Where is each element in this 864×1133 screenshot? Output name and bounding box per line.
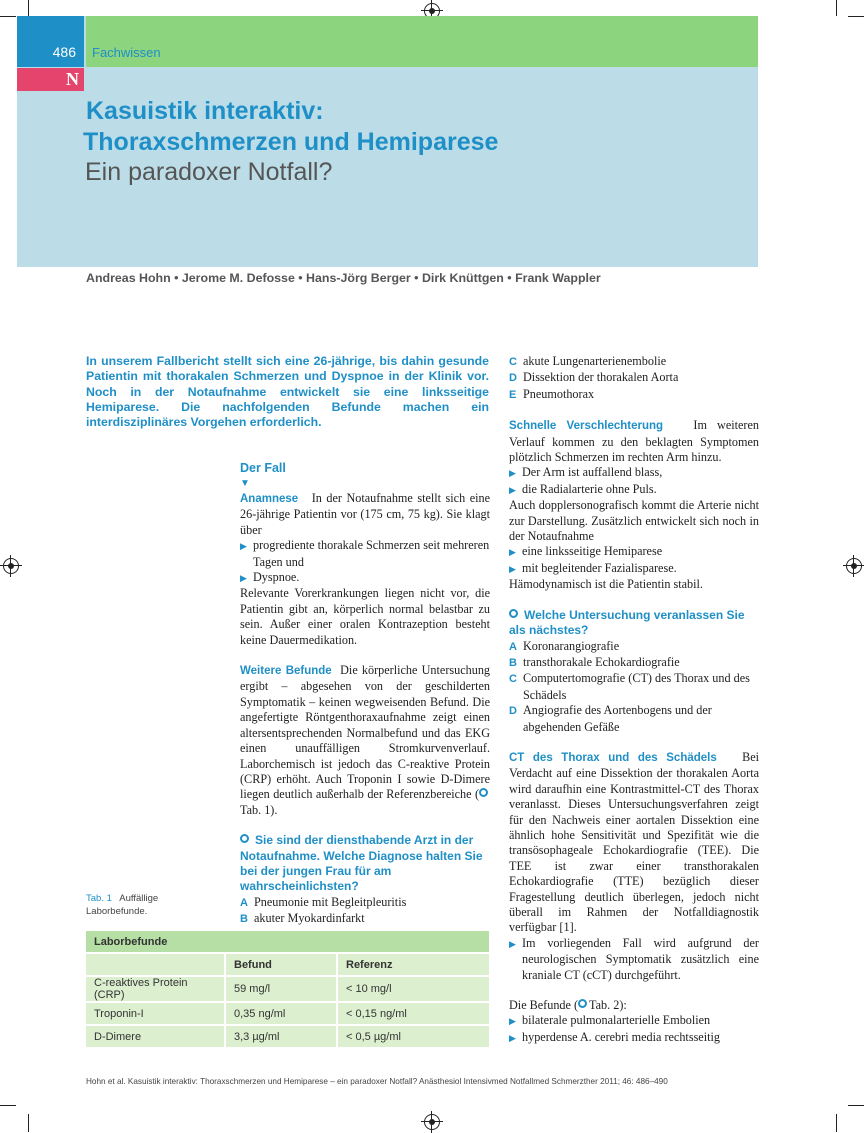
ct-paragraph [509,750,759,936]
list-item [509,936,759,983]
answer-option [509,354,759,370]
befunde-paragraph [240,663,490,818]
abstract: In unserem Fallbericht stellt sich eine 26-jährige, bis dahin gesunde Patientin mit thorakalen Schmerzen und Dyspnoe in der Klinik vor. Noch in der Notaufnahme entwickelt sie eine linksseitige Hemiparese. Die nachfolgenden Befunde machen ein interdisziplinäres Vorgehen erforderlich. [86,354,489,430]
table-cell: 59 mg/l [226,977,338,1003]
answer-option [509,671,759,703]
bullet-icon: ▶ [509,468,516,479]
crop-mark [28,1114,29,1132]
crop-mark [836,1114,837,1132]
list-item-text: hyperdense A. cerebri media rechtsseitig [522,1029,720,1044]
table-reference[interactable]: Tab. 1 [240,802,271,817]
option-text: Dissektion der thorakalen Aorta [523,370,679,385]
answer-option [509,370,759,386]
option-text: transthorakale Echokardiografie [523,654,680,669]
option-letter: B [509,656,517,669]
ct-heading: CT des Thorax und des Schädels [509,751,717,764]
option-text: Pneumothorax [523,386,595,401]
befunde-intro [509,998,759,1013]
option-letter: C [509,356,517,368]
bullet-icon: ▶ [509,1016,516,1027]
question-icon [509,609,518,618]
journal-letter: N [66,69,79,89]
table-row [86,977,489,1003]
schnell-paragraph [509,418,759,465]
list-item [509,561,759,577]
section-title: Der Fall [240,461,286,475]
befunde-heading: Weitere Befunde [240,665,332,678]
schnell-paragraph-2: Auch dopplersonografisch kommt die Arterie nicht zur Darstellung. Zusätzlich entwickelt sich noch in der Notaufnahme [509,498,759,544]
answer-option [509,655,759,671]
list-item [509,1030,759,1046]
crop-mark [0,16,16,17]
registration-mark-icon [3,558,19,574]
anamnese-paragraph [240,491,490,538]
table-title: Laborbefunde [86,931,489,954]
anamnese-paragraph-2: Relevante Vorerkrankungen liegen nicht vor, die Patientin gibt an, körperlich normal belastbar zu sein. Außer einer oralen Kontrazeption besteht keine Dauermedikation. [240,586,490,647]
footer-citation: Hohn et al. Kasuistik interaktiv: Thoraxschmerzen und Hemiparese – ein paradoxer Notfall? Anästhesiol Intensivmed Notfallmed Schmerzther 2011; 46: 486–490 [86,1077,668,1086]
bullet-icon: ▶ [240,541,247,552]
table-cell: C-reaktives Protein (CRP) [86,977,226,1003]
option-letter: D [509,705,517,718]
list-item-text: die Radialarterie ohne Puls. [522,481,657,496]
option-text: Computertomografie (CT) des Thorax und des Schädels [523,671,750,702]
list-item-text: mit begleitender Fazialisparese. [522,560,677,575]
bullet-icon: ▶ [509,938,516,949]
table-cell: < 10 mg/l [338,977,489,1003]
option-letter: D [509,372,517,385]
bullet-icon: ▶ [509,547,516,558]
table-cell: 3,3 µg/ml [226,1026,338,1049]
table-row [86,1026,489,1049]
option-letter: C [509,673,517,686]
crop-mark [848,16,864,17]
answer-option [509,387,759,403]
option-letter: E [509,388,517,401]
schnell-heading: Schnelle Verschlechterung [509,420,664,433]
list-item-text: Der Arm ist auffallend blass, [522,465,663,480]
list-item-text: eine linksseitige Hemiparese [522,544,663,559]
befunde-end: ). [270,802,278,817]
option-text: Pneumonie mit Begleitpleuritis [254,894,407,909]
question-1 [240,833,490,895]
crop-mark [28,0,29,16]
answer-option [509,639,759,655]
list-item [509,544,759,560]
option-text: Koronarangiografie [523,638,620,653]
section-label: Fachwissen [92,45,161,60]
table-header-cell: Befund [226,954,338,977]
table-cell: Troponin-I [86,1003,226,1026]
schnell-text: Im weiteren Verlauf kommen zu den beklagten Symptomen plötzlich Schmerzen im rechten Arm hinzu. [509,418,759,465]
option-letter: A [240,896,248,909]
answer-option [240,895,490,911]
right-column [509,354,759,1046]
table-caption [86,893,206,918]
bullet-icon: ▶ [509,484,516,495]
section-arrow-icon: ▼ [240,478,250,489]
befunde-intro-end: ): [619,998,627,1013]
question-text: Welche Untersuchung veranlassen Sie als nächstes? [509,607,745,638]
anamnese-heading: Anamnese [240,493,299,505]
anamnese-text: In der Notaufnahme stellt sich eine 26-jährige Patientin vor (175 cm, 75 kg). Sie klagt über [240,491,491,537]
list-item [509,482,759,498]
question-icon [240,834,249,843]
befunde-intro-text: Die Befunde ( [509,998,579,1013]
table-cell: < 0,5 µg/ml [338,1026,489,1049]
table-cell: < 0,15 ng/ml [338,1003,489,1026]
subtitle: Ein paradoxer Notfall? [85,158,333,186]
list-item [240,570,490,586]
table-cell: D-Dimere [86,1026,226,1049]
table-caption-text: Auffällige Laborbefunde. [86,893,159,917]
table-cell: 0,35 ng/ml [226,1003,338,1026]
authors: Andreas Hohn • Jerome M. Defosse • Hans-Jörg Berger • Dirk Knüttgen • Frank Wappler [86,271,601,285]
bullet-icon: ▶ [509,563,516,574]
option-text: akute Lungenarterienembolie [523,354,667,368]
list-item-text: Im vorliegenden Fall wird aufgrund der neurologischen Symptomatik zusätzlich eine kraniale CT (cCT) durchgeführt. [522,935,759,982]
bullet-icon: ▶ [240,573,247,584]
option-text: Angiografie des Aortenbogens und der abgehenden Gefäße [523,703,712,734]
answer-option [240,911,490,927]
title-line-2: Thoraxschmerzen und Hemiparese [83,128,499,156]
middle-column [240,461,490,928]
option-text: akuter Myokardinfarkt [254,911,365,926]
table-header-row [86,954,489,977]
registration-mark-icon [424,1114,440,1130]
answer-option [509,703,759,735]
list-item [240,538,490,570]
title-line-1: Kasuistik interaktiv: [86,97,324,125]
page-number: 486 [52,44,76,60]
table-header-cell [86,954,226,977]
table-caption-label: Tab. 1 [86,893,112,904]
question-text: Sie sind der diensthabende Arzt in der Notaufnahme. Welche Diagnose halten Sie bei der jungen Frau für am wahrscheinlichsten? [240,833,483,894]
crop-mark [848,1105,864,1106]
reference-icon [578,999,587,1008]
list-item [509,465,759,481]
list-item-text: bilaterale pulmonalarterielle Embolien [522,1013,711,1028]
crop-mark [836,0,837,16]
section-band [86,16,758,67]
question-2 [509,608,759,639]
table-row [86,1003,489,1026]
crop-mark [0,1105,16,1106]
table-header-cell: Referenz [338,954,489,977]
bullet-icon: ▶ [509,1032,516,1043]
befunde-text: Die körperliche Untersuchung ergibt – abgesehen von der geschilderten Symptomatik – keinen wegweisenden Befund. Die angefertigte Röntgenthoraxaufnahme zeigt einen altersentsprechenden Normalbefund und das EKG einen unauffälligen Stromkurvenverlauf. Laborchemisch ist jedoch das C-reaktive Protein (CRP) erhöht. Auch Troponin I sowie D-Dimere liegen deutlich außerhalb der Referenzbereiche ( [240,663,491,802]
list-item-text: Dyspnoe. [253,570,300,585]
option-letter: A [509,640,517,653]
registration-mark-icon [846,558,862,574]
option-letter: B [240,913,248,926]
reference-icon [479,788,488,797]
table-reference[interactable]: Tab. 2 [589,998,620,1013]
ct-text: Bei Verdacht auf eine Dissektion der thorakalen Aorta wird daraufhin eine Kontrastmittel-CT des Thorax veranlasst. Dieses Untersuchungsverfahren zeigt für den Nachweis einer aortalen Dissektion eine ähnlich hohe Sensitivität und Spezifität wie die transösophageale Echokardiografie (TEE). Die TEE ist zwar einer transthorakalen Echokardiografie (TTE) bezüglich dieser Fragestellung deutlich überlegen, jedoch nicht überall im Rahmen der Notfalldiagnostik verfügbar [1]. [509,749,759,935]
list-item [509,1013,759,1029]
list-item-text: progrediente thorakale Schmerzen seit mehreren Tagen und [253,538,490,569]
lab-table [86,931,489,1049]
schnell-paragraph-3: Hämodynamisch ist die Patientin stabil. [509,577,703,592]
